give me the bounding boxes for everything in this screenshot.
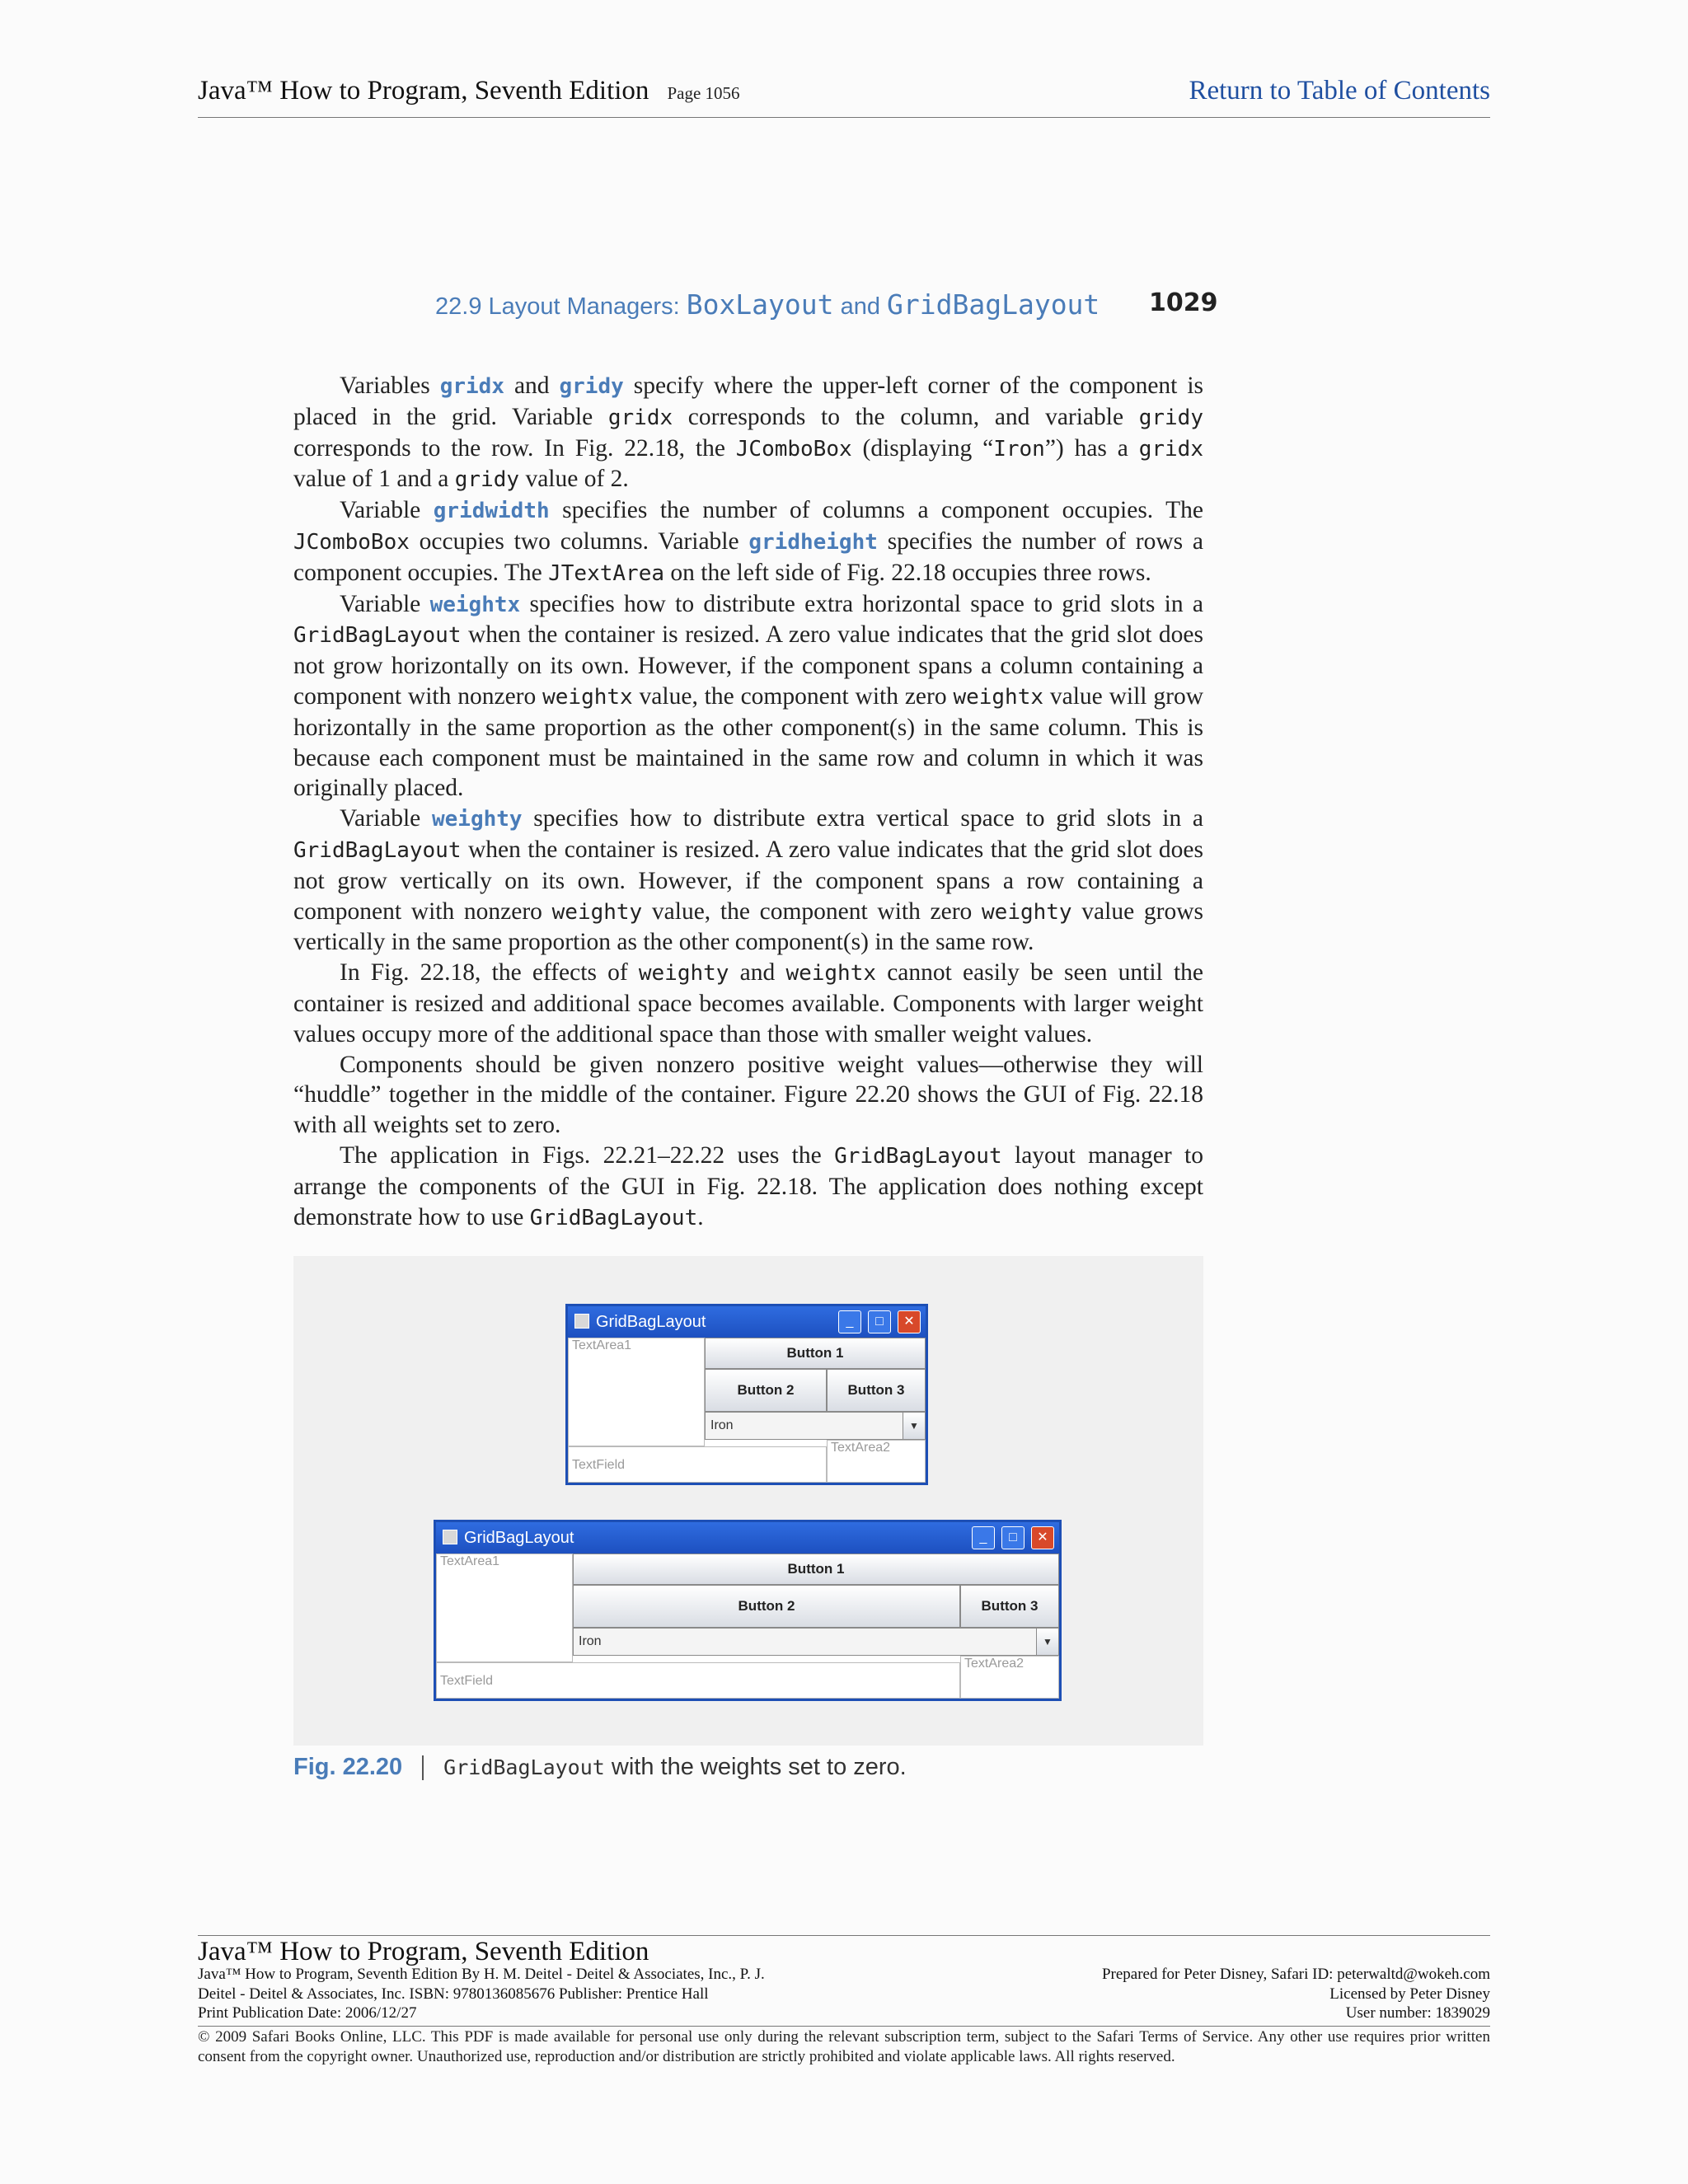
running-head-gridbaglayout: GridBagLayout bbox=[887, 288, 1100, 321]
paragraph: Components should be given nonzero positive weight values—otherwise they will “huddle” together in the middle of the container. Figure 22.20 shows the GUI of Fig. 22.18 with all weights set to zero. bbox=[293, 1051, 1203, 1139]
running-head-section: 22.9 Layout Managers: bbox=[435, 293, 687, 320]
footer-line: User number: 1839029 bbox=[1345, 2004, 1490, 2022]
footer-divider bbox=[198, 1935, 1490, 1936]
footer-line: Prepared for Peter Disney, Safari ID: peterwaltd@wokeh.com bbox=[1101, 1966, 1490, 1983]
textfield[interactable]: TextField bbox=[568, 1446, 827, 1483]
footer-copyright: © 2009 Safari Books Online, LLC. This PDF is made available for personal use only during the relevant subscription term, subject to the Safari Terms of Service. Any other use requires prior written consent from the copyright owner. Unauthorized use, reproduction and/or distribution are strictly prohibited and violate applicable laws. All rights reserved. bbox=[198, 2028, 1490, 2065]
paragraph: Variables gridx and gridy specify where the upper-left corner of the component is placed in the grid. Variable gridx corresponds to the column, and variable gridy corresponds to the row. In Fig. 22.18, the JComboBox (displaying “Iron”) has a gridx value of 1 and a gridy value of 2. bbox=[293, 373, 1204, 493]
button-2[interactable]: Button 2 bbox=[573, 1585, 960, 1628]
paragraph: Variable gridwidth specifies the number of columns a component occupies. The JComboBox occupies two columns. Variable gridheight specifies the number of rows a component occupies. The JTextArea on the left side of Fig. 22.18 occupies three rows. bbox=[293, 497, 1203, 586]
button-3[interactable]: Button 3 bbox=[827, 1369, 926, 1412]
toc-link[interactable]: Return to Table of Contents bbox=[1189, 76, 1490, 105]
book-title-text: Java™ How to Program, Seventh Edition bbox=[198, 76, 649, 105]
footer-book-title: Java™ How to Program, Seventh Edition bbox=[198, 1937, 649, 1966]
maximize-icon[interactable]: □ bbox=[1001, 1526, 1025, 1549]
footer-divider bbox=[198, 2026, 1490, 2027]
footer-line: Print Publication Date: 2006/12/27 bbox=[198, 2004, 417, 2022]
textarea1[interactable]: TextArea1 bbox=[436, 1554, 573, 1662]
chevron-down-icon[interactable]: ▼ bbox=[1036, 1629, 1058, 1655]
close-icon[interactable]: ✕ bbox=[1031, 1526, 1054, 1549]
figure-screenshots bbox=[293, 1256, 1203, 1746]
gridbaglayout-window-small bbox=[565, 1304, 928, 1485]
figure-label: Fig. 22.20 bbox=[293, 1754, 403, 1780]
running-head-boxlayout: BoxLayout bbox=[686, 288, 834, 321]
body-text bbox=[293, 371, 1203, 1233]
header-page-label: Page 1056 bbox=[667, 83, 740, 103]
chevron-down-icon[interactable]: ▼ bbox=[903, 1413, 925, 1439]
header-book-title bbox=[198, 76, 740, 106]
window-titlebar[interactable] bbox=[436, 1522, 1059, 1554]
caption-text: with the weights set to zero. bbox=[604, 1754, 907, 1780]
page-number: 1029 bbox=[1149, 288, 1218, 317]
caption-code: GridBagLayout bbox=[443, 1755, 605, 1779]
running-head bbox=[435, 288, 1100, 321]
caption-divider bbox=[422, 1755, 424, 1780]
button-1[interactable]: Button 1 bbox=[705, 1338, 926, 1369]
combo-box[interactable] bbox=[705, 1412, 926, 1440]
window-titlebar[interactable] bbox=[568, 1306, 926, 1338]
footer-line: Deitel - Deitel & Associates, Inc. ISBN: 9780136085676 Publisher: Prentice Hall bbox=[198, 1985, 709, 2003]
window-title: GridBagLayout bbox=[596, 1313, 706, 1331]
paragraph: Variable weighty specifies how to distribute extra vertical space to grid slots in a GridBagLayout when the container is resized. A zero value indicates that the grid slot does not grow vertically on its own. However, if the component spans a row containing a component with nonzero weighty value, the component with zero weighty value grows vertically in the same proportion as the other component(s) in the same row. bbox=[293, 805, 1204, 956]
java-icon bbox=[574, 1314, 589, 1329]
paragraph: The application in Figs. 22.21–22.22 uses the GridBagLayout layout manager to arrange the components of the GUI in Fig. 22.18. The application does nothing except demonstrate how to use GridBagLayout. bbox=[293, 1141, 1203, 1230]
textarea1[interactable]: TextArea1 bbox=[568, 1338, 705, 1446]
footer-line: Licensed by Peter Disney bbox=[1329, 1985, 1490, 2003]
footer-line: Java™ How to Program, Seventh Edition By H. M. Deitel - Deitel & Associates, Inc., P. J. bbox=[198, 1966, 765, 1983]
button-1[interactable]: Button 1 bbox=[573, 1554, 1059, 1585]
paragraph: Variable weightx specifies how to distribute extra horizontal space to grid slots in a GridBagLayout when the container is resized. A zero value indicates that the grid slot does not grow horizontally on its own. However, if the component spans a column containing a component with nonzero weightx value, the component with zero weightx value will grow horizontally in the same proportion as the other component(s) in the same column. This is because each component must be maintained in the same row and column in which it was originally placed. bbox=[293, 590, 1203, 802]
combo-value: Iron bbox=[579, 1634, 602, 1648]
figure-caption bbox=[293, 1754, 907, 1781]
maximize-icon[interactable]: □ bbox=[868, 1310, 891, 1333]
button-3[interactable]: Button 3 bbox=[960, 1585, 1059, 1628]
combo-box[interactable] bbox=[573, 1628, 1059, 1656]
paragraph: In Fig. 22.18, the effects of weighty and weightx cannot easily be seen until the container is resized and additional space becomes available. Components with larger weight values occupy more of the additional space than those with smaller weight values. bbox=[293, 959, 1203, 1047]
java-icon bbox=[443, 1530, 457, 1544]
footer-license-info bbox=[1102, 1965, 1490, 2023]
minimize-icon[interactable]: _ bbox=[838, 1310, 861, 1333]
minimize-icon[interactable]: _ bbox=[972, 1526, 995, 1549]
combo-value: Iron bbox=[710, 1418, 734, 1432]
button-2[interactable]: Button 2 bbox=[705, 1369, 827, 1412]
footer-publication-info bbox=[198, 1965, 907, 2023]
window-title: GridBagLayout bbox=[464, 1529, 574, 1547]
close-icon[interactable]: ✕ bbox=[898, 1310, 921, 1333]
running-head-and: and bbox=[833, 293, 888, 320]
gridbaglayout-window-large bbox=[434, 1520, 1062, 1701]
textarea2[interactable]: TextArea2 bbox=[827, 1440, 926, 1483]
textfield[interactable]: TextField bbox=[436, 1662, 960, 1699]
header-divider bbox=[198, 117, 1490, 118]
textarea2[interactable]: TextArea2 bbox=[960, 1656, 1059, 1699]
